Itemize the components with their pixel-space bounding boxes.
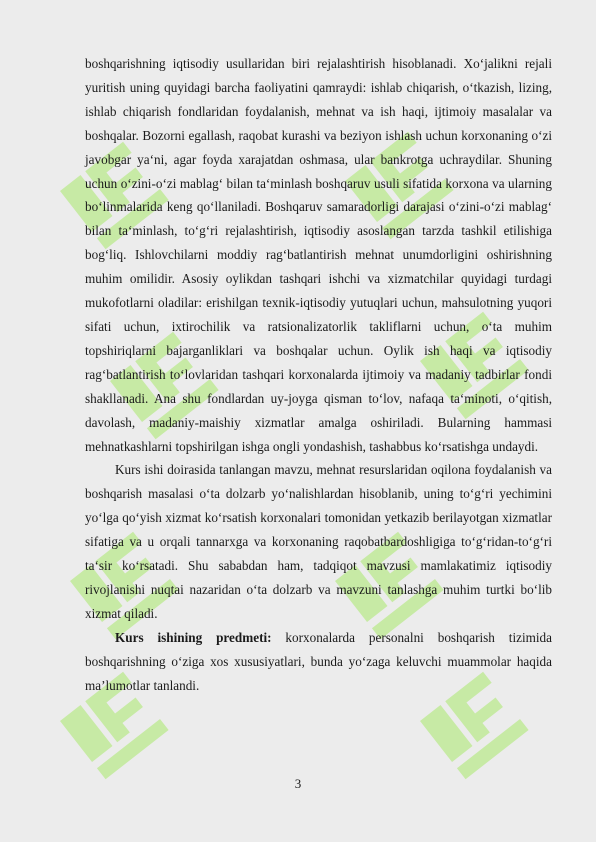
page-number: 3 [294, 776, 302, 791]
document-body [85, 52, 552, 697]
paragraph-3-lead: Kurs ishining predmeti: [115, 629, 272, 645]
paragraph-2: Kurs ishi doirasida tanlangan mavzu, mehnat resurslaridan oqilona foydalanish va boshqarish masalasi o‘ta dolzarb yo‘nalishlardan hisoblanib, uning to‘g‘ri yechimini yo‘lga qo‘yish xizmat ko‘rsatish korxonalari tomonidan yetkazib berilayotgan xizmatlar sifatiga va u orqali tannarxga va korxonaning raqobatbardoshligiga to‘g‘ridan-to‘g‘ri ta‘sir ko‘rsatadi. Shu sababdan ham, tadqiqot mavzusi mamlakatimiz iqtisodiy rivojlanishi nuqtai nazaridan o‘ta dolzarb va mavzuni tanlashga muhim turtki bo‘lib xizmat qiladi. [85, 462, 552, 621]
paragraph-3-text: korxonalarda personalni boshqarish tizimida boshqarishning o‘ziga xos xususiyatlari, bunda yo‘zaga keluvchi muammolar haqida ma’lumotlar tanlandi. [85, 629, 552, 693]
paragraph-3 [85, 626, 552, 698]
paragraph-1: boshqarishning iqtisodiy usullaridan biri rejalashtirish hisoblanadi. Xo‘jalikni rejali yuritish uning quyidagi barcha faoliyatini qamraydi: ishlab chiqarish, o‘tkazish, lizing, ishlab chiqarish fondlaridan foydalanish, mehnat va ish haqi, ijtimoiy masalalar va boshqalar. Bozorni egallash, raqobat kurashi va beziyon ishlash uchun korxonaning o‘zi javobgar ya‘ni, agar foyda xarajatdan oshmasa, ular bankrotga uchraydilar. Shuning uchun o‘zini-o‘zi mablag‘ bilan ta‘minlash boshqaruv usuli sifatida korxona va ularning bo‘linmalarida keng qo‘llaniladi. Boshqaruv samaradorligi darajasi o‘zini-o‘zi mablag‘ bilan ta‘minlash, to‘g‘ri rejalashtirish, iqtisodiy asoslangan tarzda tashkil etilishiga bog‘liq. Ishlovchilarni moddiy rag‘batlantirish mehnat unumdorligini oshirishning muhim omilidir. Asosiy oylikdan tashqari ishchi va xizmatchilar quyidagi turdagi mukofotlarni oladilar: erishilgan texnik-iqtisodiy yutuqlari uchun, mahsulotning yuqori sifati uchun, ixtirochilik va ratsionalizatorlik takliflarni uchun, o‘ta muhim topshiriqlarni bajarganliklari va boshqalar uchun. Oylik ish haqi va iqtisodiy rag‘batlantirish to‘lovlaridan tashqari korxonalarda ijtimoiy va madaniy tadbirlar fondi shakllanadi. Ana shu fondlardan uy-joyga qisman to‘lov, nafaqa ta‘minoti, o‘qitish, davolash, madaniy-maishiy xizmatlar amalga oshiriladi. Bularning hammasi mehnatkashlarni topshirilgan ishga ongli yondashish, tashabbus ko‘rsatishga undaydi. [85, 56, 552, 454]
